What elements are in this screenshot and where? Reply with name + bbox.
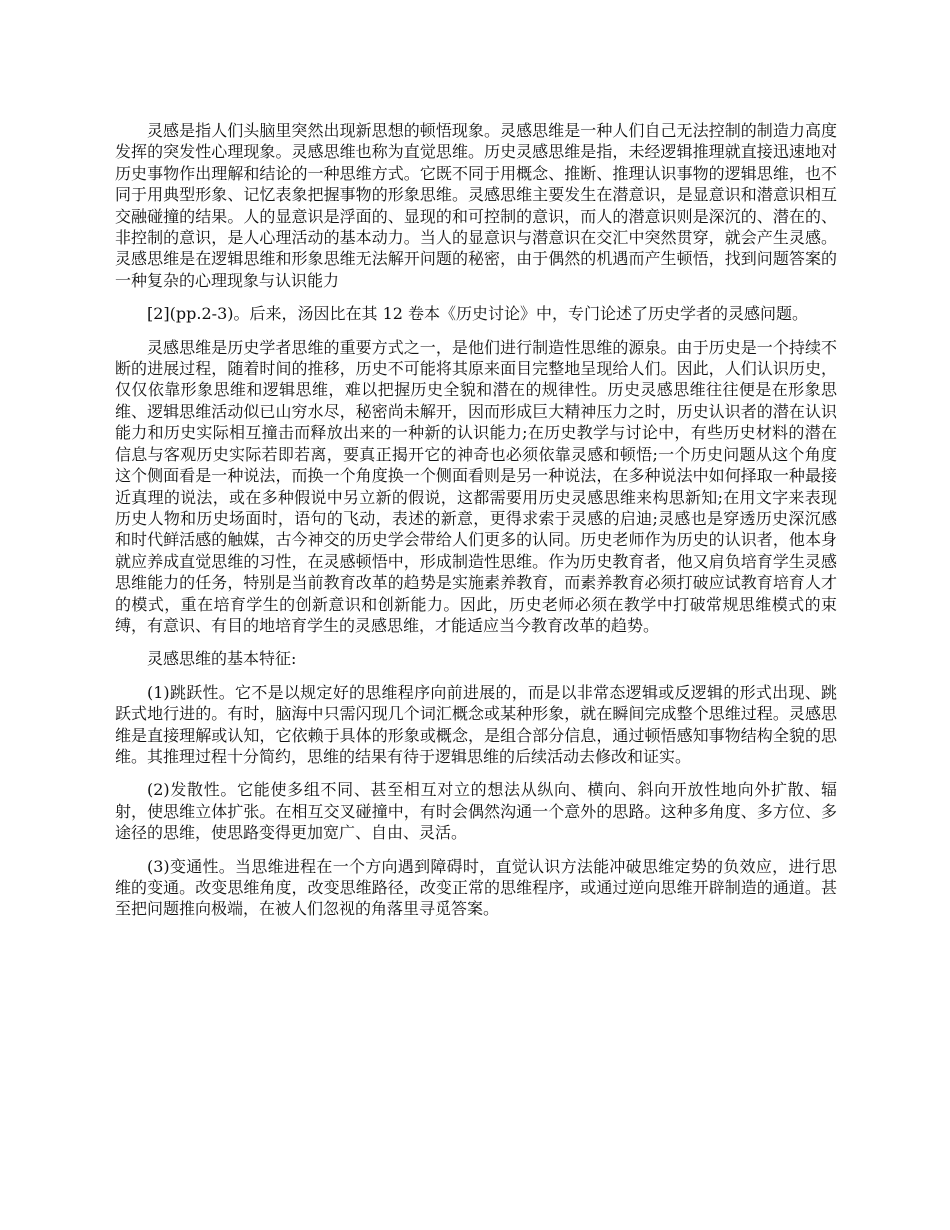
- section-heading-features: 灵感思维的基本特征:: [147, 649, 297, 669]
- paragraph-feature-leap: (1)跳跃性。它不是以规定好的思维程序向前进展的，而是以非常态逻辑或反逻辑的形式出现、跳跃式地行进的。有时，脑海中只需闪现几个词汇概念或某种形象，就在瞬间完成整个思维过程。灵感思维是直接理解或认知，它依赖于具体的形象或概念，是组合部分信息，通过顿悟感知事物结构全貌的思维。其推理过程十分简约，思维的结果有待于逻辑思维的后续活动去修改和证实。: [115, 682, 837, 766]
- paragraph-citation: [2](pp.2-3)。后来，汤因比在其 12 卷本《历史讨论》中，专门论述了历史学者的灵感问题。: [147, 304, 809, 324]
- paragraph-intro: 灵感是指人们头脑里突然出现新思想的顿悟现象。灵感思维是一种人们自己无法控制的制造力高度发挥的突发性心理现象。灵感思维也称为直觉思维。历史灵感思维是指，未经逻辑推理就直接迅速地对历史事物作出理解和结论的一种思维方式。它既不同于用概念、推断、推理认识事物的逻辑思维，也不同于用典型形象、记忆表象把握事物的形象思维。灵感思维主要发生在潜意识，是显意识和潜意识相互交融碰撞的结果。人的显意识是浮面的、显现的和可控制的意识，而人的潜意识则是深沉的、潜在的、非控制的意识，是人心理活动的基本动力。当人的显意识与潜意识在交汇中突然贯穿，就会产生灵感。灵感思维是在逻辑思维和形象思维无法解开问题的秘密，由于偶然的机遇而产生顿悟，找到问题答案的一种复杂的心理现象与认识能力: [115, 121, 837, 290]
- paragraph-importance: 灵感思维是历史学者思维的重要方式之一，是他们进行制造性思维的源泉。由于历史是一个持续不断的进展过程，随着时间的推移，历史不可能将其原来面目完整地呈现给人们。因此，人们认识历史，仅仅依靠形象思维和逻辑思维，难以把握历史全貌和潜在的规律性。历史灵感思维往往便是在形象思维、逻辑思维活动似已山穷水尽，秘密尚未解开，因而形成巨大精神压力之时，历史认识者的潜在认识能力和历史实际相互撞击而释放出来的一种新的认识能力;在历史教学与讨论中，有些历史材料的潜在信息与客观历史实际若即若离，要真正揭开它的神奇也必须依靠灵感和顿悟;一个历史问题从这个角度这个侧面看是一种说法，而换一个角度换一个侧面看则是另一种说法，在多种说法中如何择取一种最接近真理的说法，或在多种假说中另立新的假说，这都需要用历史灵感思维来构思新知;在用文字来表现历史人物和历史场面时，语句的飞动，表述的新意，更得求索于灵感的启迪;灵感也是穿透历史深沉感和时代鲜活感的触媒，古今神交的历史学会带给人们更多的认同。历史老师作为历史的认识者，他本身就应养成直觉思维的习性，在灵感顿悟中，形成制造性思维。作为历史教育者，他又肩负培育学生灵感思维能力的任务，特别是当前教育改革的趋势是实施素养教育，而素养教育必须打破应试教育培育人才的模式，重在培育学生的创新意识和创新能力。因此，历史老师必须在教学中打破常规思维模式的束缚，有意识、有目的地培育学生的灵感思维，才能适应当今教育改革的趋势。: [115, 337, 837, 635]
- document-page: [115, 120, 837, 932]
- paragraph-feature-divergence: (2)发散性。它能使多组不同、甚至相互对立的想法从纵向、横向、斜向开放性地向外扩散、辐射，使思维立体扩张。在相互交叉碰撞中，有时会偶然沟通一个意外的思路。这种多角度、多方位、多途径的思维，使思路变得更加宽广、自由、灵活。: [115, 780, 837, 843]
- paragraph-feature-flexibility: (3)变通性。当思维进程在一个方向遇到障碍时，直觉认识方法能冲破思维定势的负效应，进行思维的变通。改变思维角度，改变思维路径，改变正常的思维程序，或通过逆向思维开辟制造的通道。甚至把问题推向极端，在被人们忽视的角落里寻觅答案。: [115, 856, 837, 919]
